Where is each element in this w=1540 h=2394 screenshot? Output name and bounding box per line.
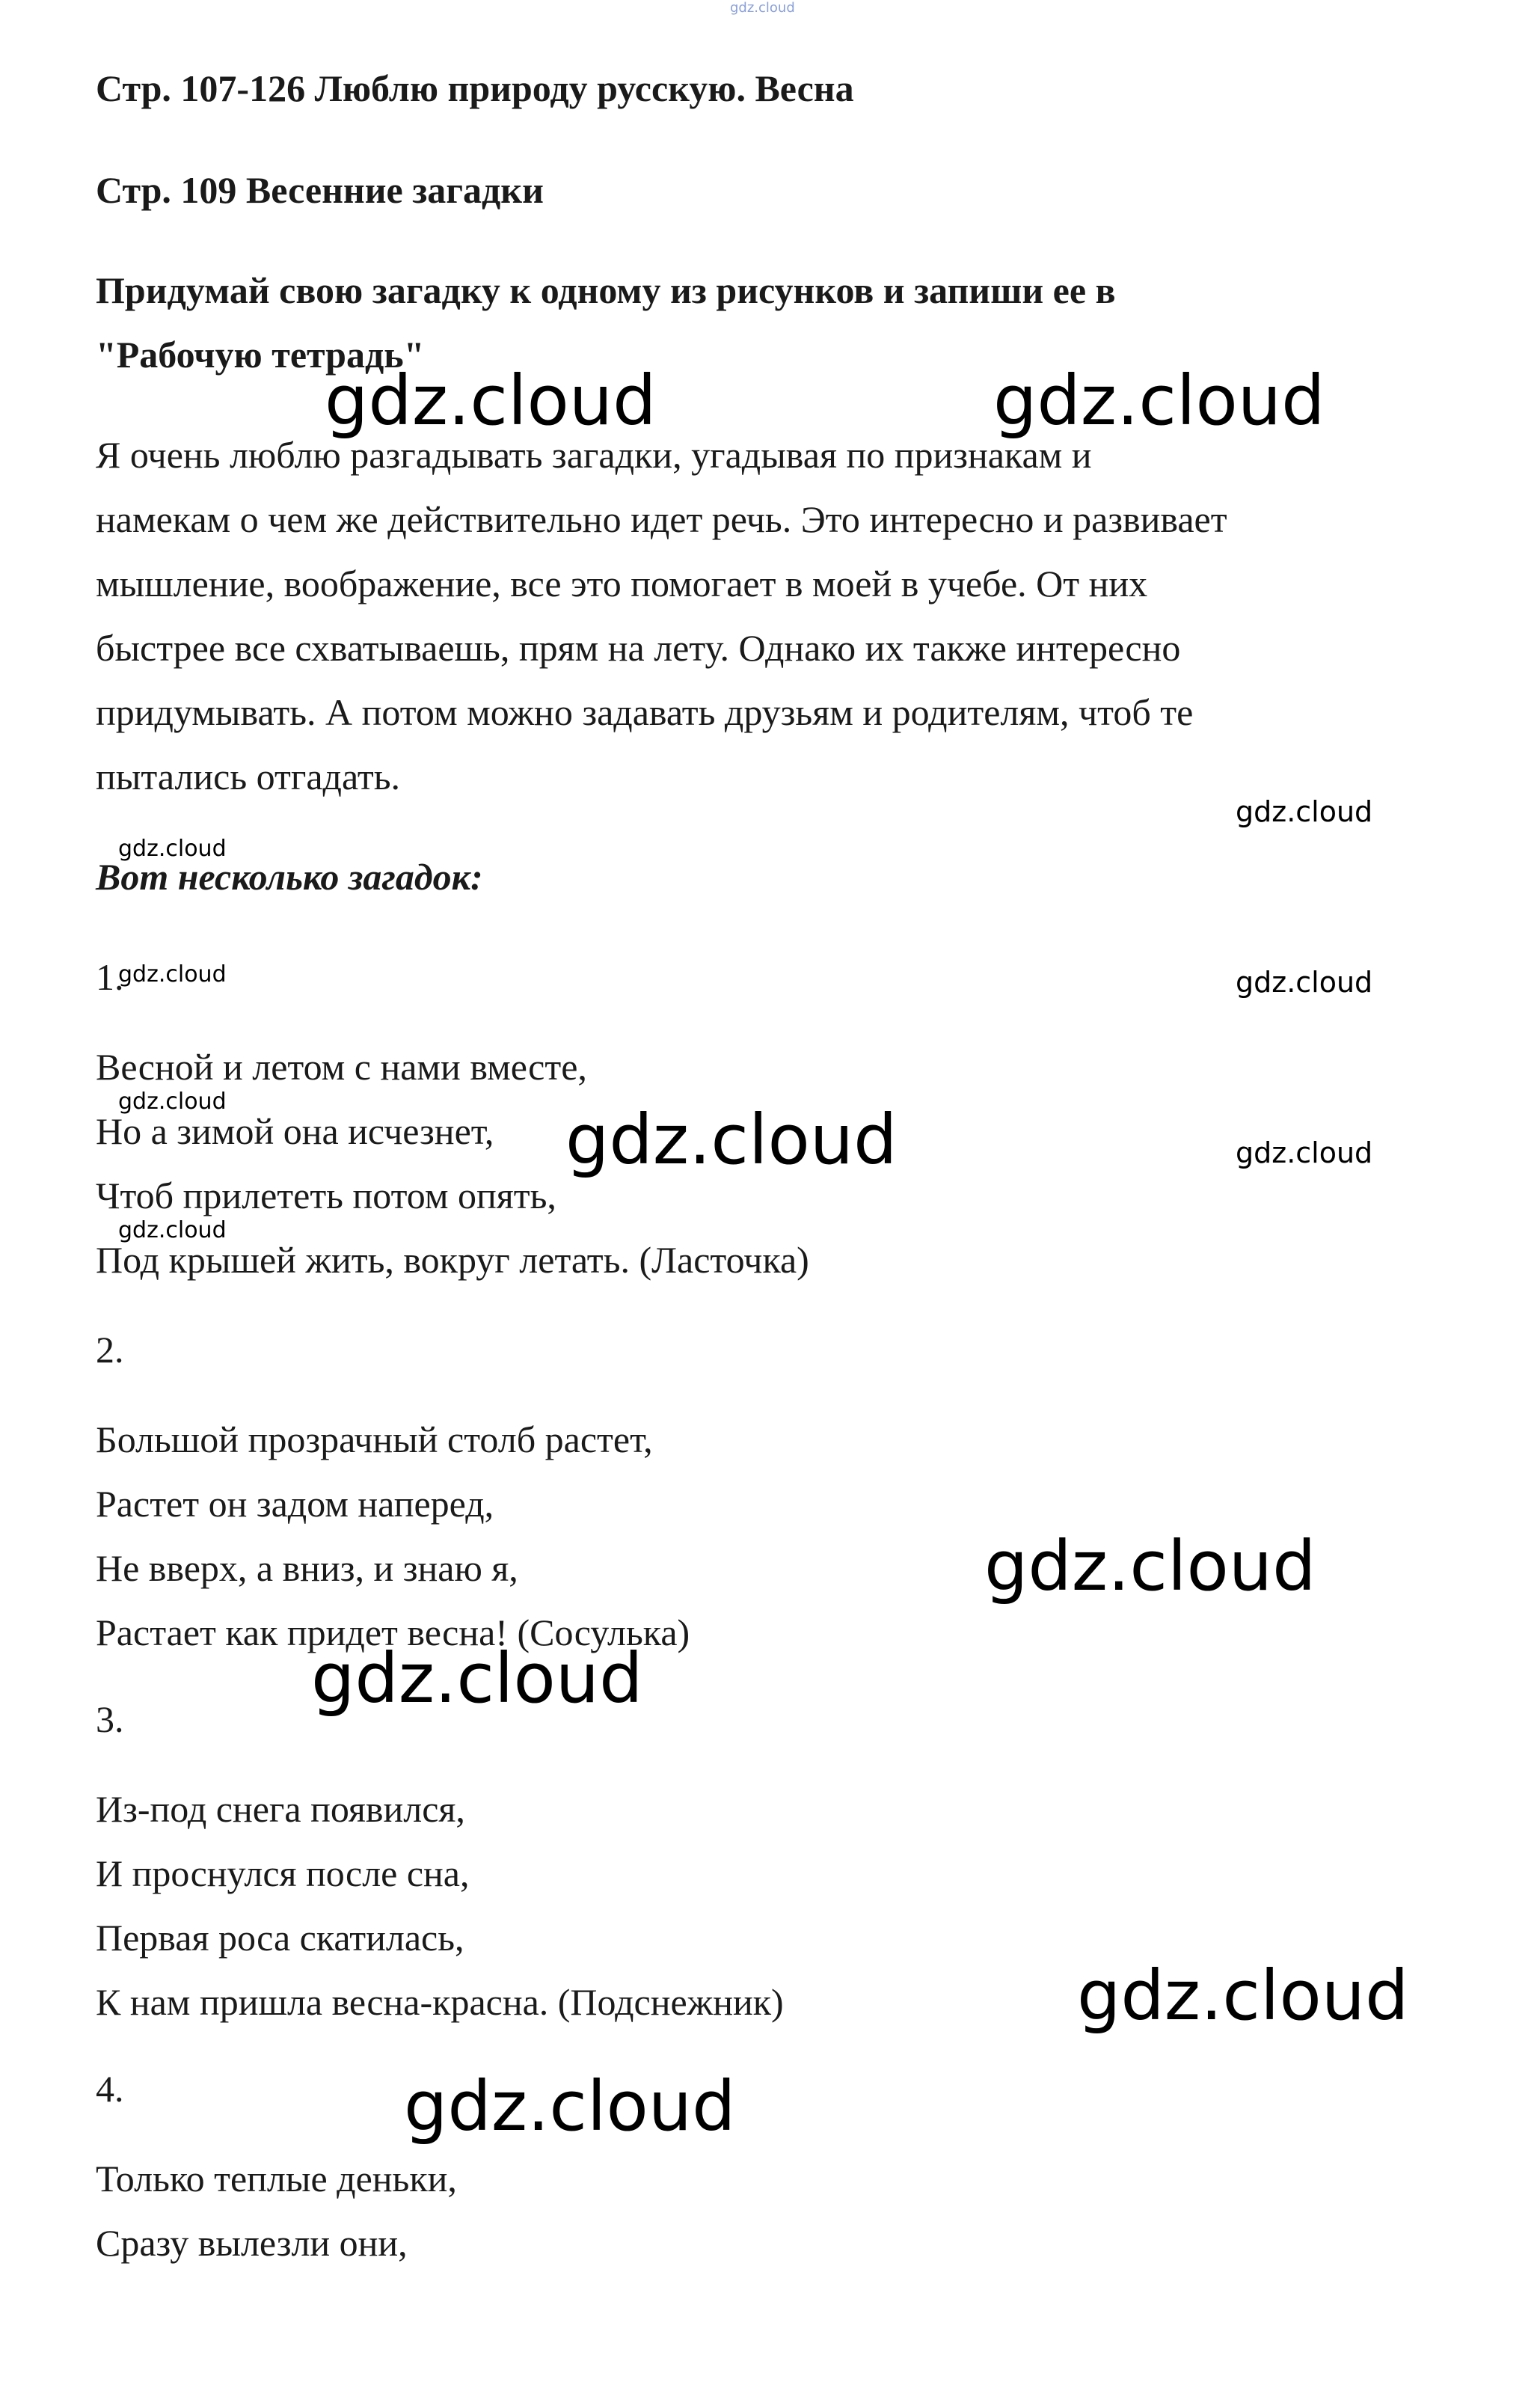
watermark: gdz.cloud (118, 836, 227, 862)
watermark: gdz.cloud (993, 361, 1325, 441)
task-line-2: "Рабочую тетрадь" (96, 334, 425, 376)
riddle-line: Растет он задом наперед, (96, 1483, 494, 1525)
watermark: gdz.cloud (984, 1526, 1316, 1606)
watermark-top: gdz.cloud (730, 0, 795, 16)
riddle-line: Сразу вылезли они, (96, 2222, 408, 2264)
intro-line: пытались отгадать. (96, 756, 401, 798)
riddle-line: Не вверх, а вниз, и знаю я, (96, 1547, 518, 1589)
task-line-1: Придумай свою загадку к одному из рисунков и запиши ее в (96, 269, 1116, 311)
riddle-line: Из-под снега появился, (96, 1788, 465, 1830)
riddle-line: Весной и летом с нами вместе, (96, 1046, 587, 1088)
watermark: gdz.cloud (118, 961, 227, 988)
riddle-line: Чтоб прилететь потом опять, (96, 1175, 556, 1216)
watermark: gdz.cloud (1236, 795, 1373, 828)
intro-line: мышление, воображение, все это помогает в моей в учебе. От них (96, 563, 1148, 604)
watermark: gdz.cloud (325, 361, 657, 441)
riddle-line: К нам пришла весна-красна. (Подснежник) (96, 1981, 784, 2023)
riddle-line: Под крышей жить, вокруг летать. (Ласточка) (96, 1239, 809, 1281)
intro-line: быстрее все схватываешь, прям на лету. Однако их также интересно (96, 627, 1181, 669)
watermark: gdz.cloud (565, 1100, 898, 1180)
riddle-number: 4. (96, 2068, 124, 2110)
intro-line: придумывать. А потом можно задавать друзьям и родителям, чтоб те (96, 691, 1194, 733)
watermark: gdz.cloud (118, 1217, 227, 1243)
watermark: gdz.cloud (1236, 1136, 1373, 1169)
riddle-line: Но а зимой она исчезнет, (96, 1110, 494, 1152)
intro-line: намекам о чем же действительно идет речь. Это интересно и развивает (96, 498, 1227, 540)
intro-line: Я очень люблю разгадывать загадки, угадывая по признакам и (96, 434, 1092, 476)
riddle-line: Большой прозрачный столб растет, (96, 1418, 653, 1460)
riddle-line: И проснулся после сна, (96, 1852, 470, 1894)
section-title: Стр. 109 Весенние загадки (96, 169, 544, 211)
watermark: gdz.cloud (1236, 966, 1373, 999)
riddles-heading: Вот несколько загадок: (96, 856, 483, 898)
watermark: gdz.cloud (311, 1638, 643, 1718)
watermark: gdz.cloud (118, 1089, 227, 1115)
riddle-number: 3. (96, 1698, 124, 1740)
riddle-number: 2. (96, 1329, 124, 1371)
riddle-number: 1. (96, 956, 124, 998)
riddle-line: Растает как придет весна! (Сосулька) (96, 1611, 690, 1653)
watermark: gdz.cloud (404, 2066, 736, 2146)
watermark: gdz.cloud (1077, 1956, 1409, 2036)
chapter-title: Стр. 107-126 Люблю природу русскую. Весна (96, 67, 854, 109)
riddle-line: Только теплые деньки, (96, 2158, 457, 2199)
riddle-line: Первая роса скатилась, (96, 1917, 464, 1959)
